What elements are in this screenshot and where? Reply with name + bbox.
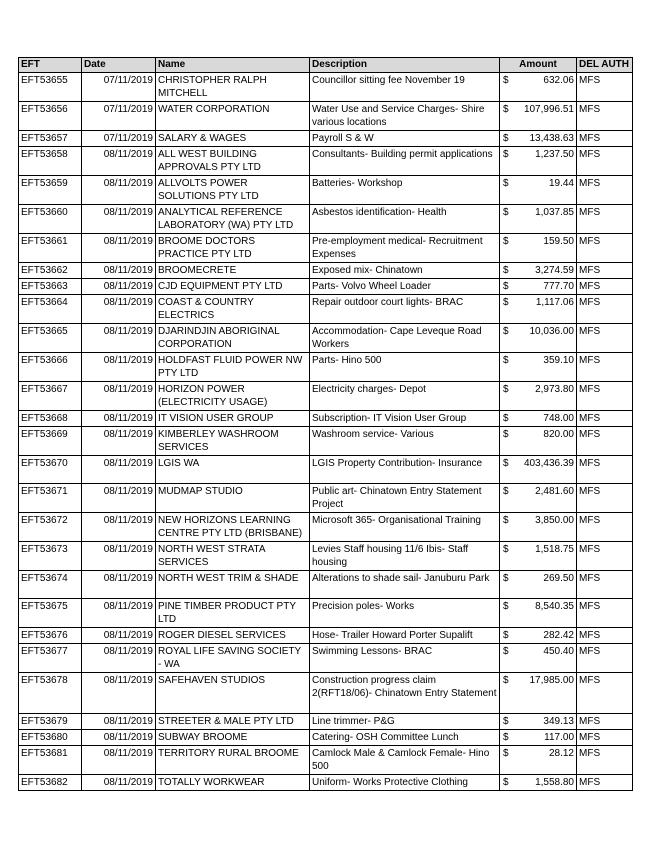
eft-cell: EFT53663: [19, 279, 82, 295]
description-cell: Public art- Chinatown Entry Statement Project: [310, 484, 500, 513]
date-cell: 08/11/2019: [82, 714, 156, 730]
amount-cell: [500, 775, 577, 791]
del-auth-cell: MFS: [577, 234, 633, 263]
del-auth-cell: MFS: [577, 382, 633, 411]
amount-cell: [500, 147, 577, 176]
del-auth-cell: MFS: [577, 484, 633, 513]
date-cell: 08/11/2019: [82, 382, 156, 411]
table-row: [19, 427, 633, 456]
amount-value: 450.40: [543, 646, 574, 657]
name-cell: PINE TIMBER PRODUCT PTY LTD: [156, 599, 310, 628]
description-cell: Uniform- Works Protective Clothing: [310, 775, 500, 791]
eft-cell: EFT53656: [19, 102, 82, 131]
eft-cell: EFT53657: [19, 131, 82, 147]
table-body: [19, 73, 633, 791]
description-cell: Payroll S & W: [310, 131, 500, 147]
table-row: [19, 234, 633, 263]
amount-cell: [500, 599, 577, 628]
table-row: [19, 644, 633, 673]
table-row: [19, 673, 633, 714]
description-cell: Construction progress claim 2(RFT18/06)- Chinatown Entry Statement: [310, 673, 500, 714]
description-cell: Pre-employment medical- Recruitment Expenses: [310, 234, 500, 263]
del-auth-cell: MFS: [577, 147, 633, 176]
table-row: [19, 131, 633, 147]
amount-cell: [500, 263, 577, 279]
eft-cell: EFT53677: [19, 644, 82, 673]
name-cell: ALL WEST BUILDING APPROVALS PTY LTD: [156, 147, 310, 176]
table-row: [19, 484, 633, 513]
del-auth-cell: MFS: [577, 673, 633, 714]
currency-symbol: $: [503, 265, 509, 276]
amount-cell: [500, 353, 577, 382]
table-row: [19, 382, 633, 411]
table-row: [19, 599, 633, 628]
currency-symbol: $: [503, 601, 509, 612]
table-row: [19, 411, 633, 427]
date-cell: 08/11/2019: [82, 571, 156, 599]
eft-cell: EFT53673: [19, 542, 82, 571]
amount-value: 3,274.59: [535, 265, 574, 276]
description-cell: Line trimmer- P&G: [310, 714, 500, 730]
amount-value: 1,037.85: [535, 207, 574, 218]
eft-cell: EFT53664: [19, 295, 82, 324]
name-cell: BROOME DOCTORS PRACTICE PTY LTD: [156, 234, 310, 263]
currency-symbol: $: [503, 716, 509, 727]
amount-cell: [500, 644, 577, 673]
name-cell: TERRITORY RURAL BROOME: [156, 746, 310, 775]
eft-cell: EFT53675: [19, 599, 82, 628]
amount-value: 10,036.00: [529, 326, 574, 337]
amount-cell: [500, 542, 577, 571]
amount-cell: [500, 382, 577, 411]
amount-cell: [500, 131, 577, 147]
amount-value: 349.13: [543, 716, 574, 727]
currency-symbol: $: [503, 384, 509, 395]
description-cell: Camlock Male & Camlock Female- Hino 500: [310, 746, 500, 775]
table-row: [19, 295, 633, 324]
currency-symbol: $: [503, 133, 509, 144]
name-cell: LGIS WA: [156, 456, 310, 484]
name-cell: CJD EQUIPMENT PTY LTD: [156, 279, 310, 295]
del-auth-cell: MFS: [577, 176, 633, 205]
eft-cell: EFT53667: [19, 382, 82, 411]
date-cell: 08/11/2019: [82, 644, 156, 673]
currency-symbol: $: [503, 544, 509, 555]
amount-cell: [500, 456, 577, 484]
name-cell: TOTALLY WORKWEAR: [156, 775, 310, 791]
eft-cell: EFT53674: [19, 571, 82, 599]
table-row: [19, 730, 633, 746]
table-row: [19, 279, 633, 295]
header-del-auth: DEL AUTH: [577, 58, 633, 73]
table-row: [19, 628, 633, 644]
date-cell: 08/11/2019: [82, 775, 156, 791]
amount-cell: [500, 730, 577, 746]
del-auth-cell: MFS: [577, 279, 633, 295]
amount-value: 13,438.63: [529, 133, 574, 144]
amount-cell: [500, 673, 577, 714]
name-cell: CHRISTOPHER RALPH MITCHELL: [156, 73, 310, 102]
name-cell: MUDMAP STUDIO: [156, 484, 310, 513]
description-cell: Electricity charges- Depot: [310, 382, 500, 411]
date-cell: 08/11/2019: [82, 513, 156, 542]
amount-cell: [500, 513, 577, 542]
header-name: Name: [156, 58, 310, 73]
amount-value: 17,985.00: [529, 675, 574, 686]
date-cell: 08/11/2019: [82, 730, 156, 746]
table-header-row: [19, 58, 633, 73]
del-auth-cell: MFS: [577, 295, 633, 324]
amount-cell: [500, 102, 577, 131]
amount-value: 107,996.51: [523, 104, 574, 115]
date-cell: 08/11/2019: [82, 746, 156, 775]
name-cell: SUBWAY BROOME: [156, 730, 310, 746]
description-cell: Microsoft 365- Organisational Training: [310, 513, 500, 542]
eft-cell: EFT53668: [19, 411, 82, 427]
amount-cell: [500, 746, 577, 775]
eft-cell: EFT53680: [19, 730, 82, 746]
name-cell: ALLVOLTS POWER SOLUTIONS PTY LTD: [156, 176, 310, 205]
header-eft: EFT: [19, 58, 82, 73]
table-row: [19, 324, 633, 353]
header-description: Description: [310, 58, 500, 73]
eft-cell: EFT53670: [19, 456, 82, 484]
table-row: [19, 775, 633, 791]
amount-value: 820.00: [543, 429, 574, 440]
name-cell: KIMBERLEY WASHROOM SERVICES: [156, 427, 310, 456]
description-cell: Levies Staff housing 11/6 Ibis- Staff housing: [310, 542, 500, 571]
currency-symbol: $: [503, 777, 509, 788]
table-row: [19, 571, 633, 599]
currency-symbol: $: [503, 297, 509, 308]
date-cell: 08/11/2019: [82, 484, 156, 513]
currency-symbol: $: [503, 281, 509, 292]
date-cell: 07/11/2019: [82, 102, 156, 131]
amount-cell: [500, 628, 577, 644]
name-cell: BROOMECRETE: [156, 263, 310, 279]
del-auth-cell: MFS: [577, 730, 633, 746]
name-cell: NORTH WEST STRATA SERVICES: [156, 542, 310, 571]
eft-cell: EFT53655: [19, 73, 82, 102]
amount-cell: [500, 279, 577, 295]
amount-cell: [500, 484, 577, 513]
eft-cell: EFT53676: [19, 628, 82, 644]
description-cell: Water Use and Service Charges- Shire various locations: [310, 102, 500, 131]
name-cell: SALARY & WAGES: [156, 131, 310, 147]
description-cell: Parts- Volvo Wheel Loader: [310, 279, 500, 295]
date-cell: 07/11/2019: [82, 73, 156, 102]
description-cell: Precision poles- Works: [310, 599, 500, 628]
amount-value: 19.44: [548, 178, 574, 189]
eft-cell: EFT53666: [19, 353, 82, 382]
amount-cell: [500, 205, 577, 234]
name-cell: SAFEHAVEN STUDIOS: [156, 673, 310, 714]
date-cell: 08/11/2019: [82, 176, 156, 205]
currency-symbol: $: [503, 149, 509, 160]
amount-cell: [500, 73, 577, 102]
name-cell: COAST & COUNTRY ELECTRICS: [156, 295, 310, 324]
amount-value: 159.50: [543, 236, 574, 247]
name-cell: NEW HORIZONS LEARNING CENTRE PTY LTD (BRISBANE): [156, 513, 310, 542]
del-auth-cell: MFS: [577, 542, 633, 571]
currency-symbol: $: [503, 646, 509, 657]
eft-cell: EFT53658: [19, 147, 82, 176]
description-cell: Exposed mix- Chinatown: [310, 263, 500, 279]
del-auth-cell: MFS: [577, 775, 633, 791]
amount-cell: [500, 295, 577, 324]
name-cell: NORTH WEST TRIM & SHADE: [156, 571, 310, 599]
date-cell: 08/11/2019: [82, 542, 156, 571]
amount-value: 1,117.06: [535, 297, 574, 308]
description-cell: Catering- OSH Committee Lunch: [310, 730, 500, 746]
description-cell: Councillor sitting fee November 19: [310, 73, 500, 102]
name-cell: STREETER & MALE PTY LTD: [156, 714, 310, 730]
amount-cell: [500, 411, 577, 427]
table-row: [19, 353, 633, 382]
del-auth-cell: MFS: [577, 353, 633, 382]
del-auth-cell: MFS: [577, 644, 633, 673]
table-row: [19, 714, 633, 730]
header-date: Date: [82, 58, 156, 73]
amount-value: 359.10: [543, 355, 574, 366]
table-row: [19, 746, 633, 775]
amount-cell: [500, 714, 577, 730]
description-cell: Batteries- Workshop: [310, 176, 500, 205]
name-cell: ANALYTICAL REFERENCE LABORATORY (WA) PTY LTD: [156, 205, 310, 234]
currency-symbol: $: [503, 675, 509, 686]
date-cell: 08/11/2019: [82, 263, 156, 279]
del-auth-cell: MFS: [577, 427, 633, 456]
eft-cell: EFT53679: [19, 714, 82, 730]
currency-symbol: $: [503, 732, 509, 743]
amount-value: 748.00: [543, 413, 574, 424]
description-cell: Consultants- Building permit applications: [310, 147, 500, 176]
amount-value: 1,237.50: [535, 149, 574, 160]
date-cell: 07/11/2019: [82, 131, 156, 147]
name-cell: DJARINDJIN ABORIGINAL CORPORATION: [156, 324, 310, 353]
name-cell: IT VISION USER GROUP: [156, 411, 310, 427]
amount-cell: [500, 176, 577, 205]
del-auth-cell: MFS: [577, 411, 633, 427]
date-cell: 08/11/2019: [82, 205, 156, 234]
table-row: [19, 513, 633, 542]
table-row: [19, 542, 633, 571]
currency-symbol: $: [503, 486, 509, 497]
eft-cell: EFT53678: [19, 673, 82, 714]
currency-symbol: $: [503, 573, 509, 584]
name-cell: HORIZON POWER (ELECTRICITY USAGE): [156, 382, 310, 411]
description-cell: Swimming Lessons- BRAC: [310, 644, 500, 673]
table-row: [19, 263, 633, 279]
amount-value: 8,540.35: [535, 601, 574, 612]
amount-cell: [500, 427, 577, 456]
currency-symbol: $: [503, 178, 509, 189]
currency-symbol: $: [503, 104, 509, 115]
del-auth-cell: MFS: [577, 324, 633, 353]
description-cell: Asbestos identification- Health: [310, 205, 500, 234]
amount-value: 2,481.60: [535, 486, 574, 497]
currency-symbol: $: [503, 326, 509, 337]
amount-value: 632.06: [543, 75, 574, 86]
eft-cell: EFT53672: [19, 513, 82, 542]
description-cell: Repair outdoor court lights- BRAC: [310, 295, 500, 324]
eft-cell: EFT53669: [19, 427, 82, 456]
name-cell: ROYAL LIFE SAVING SOCIETY - WA: [156, 644, 310, 673]
description-cell: Alterations to shade sail- Januburu Park: [310, 571, 500, 599]
amount-value: 1,558.80: [535, 777, 574, 788]
date-cell: 08/11/2019: [82, 411, 156, 427]
del-auth-cell: MFS: [577, 456, 633, 484]
description-cell: Subscription- IT Vision User Group: [310, 411, 500, 427]
amount-value: 28.12: [548, 748, 574, 759]
date-cell: 08/11/2019: [82, 673, 156, 714]
del-auth-cell: MFS: [577, 131, 633, 147]
date-cell: 08/11/2019: [82, 295, 156, 324]
description-cell: Accommodation- Cape Leveque Road Workers: [310, 324, 500, 353]
eft-cell: EFT53681: [19, 746, 82, 775]
table-row: [19, 102, 633, 131]
date-cell: 08/11/2019: [82, 324, 156, 353]
eft-cell: EFT53662: [19, 263, 82, 279]
description-cell: Hose- Trailer Howard Porter Supalift: [310, 628, 500, 644]
currency-symbol: $: [503, 458, 509, 469]
eft-cell: EFT53665: [19, 324, 82, 353]
currency-symbol: $: [503, 748, 509, 759]
table-row: [19, 73, 633, 102]
eft-cell: EFT53671: [19, 484, 82, 513]
del-auth-cell: MFS: [577, 571, 633, 599]
description-cell: Parts- Hino 500: [310, 353, 500, 382]
amount-value: 3,850.00: [535, 515, 574, 526]
table-row: [19, 456, 633, 484]
eft-cell: EFT53660: [19, 205, 82, 234]
del-auth-cell: MFS: [577, 205, 633, 234]
name-cell: WATER CORPORATION: [156, 102, 310, 131]
currency-symbol: $: [503, 236, 509, 247]
date-cell: 08/11/2019: [82, 456, 156, 484]
del-auth-cell: MFS: [577, 746, 633, 775]
currency-symbol: $: [503, 413, 509, 424]
payments-table: [18, 57, 633, 791]
currency-symbol: $: [503, 515, 509, 526]
date-cell: 08/11/2019: [82, 353, 156, 382]
currency-symbol: $: [503, 355, 509, 366]
del-auth-cell: MFS: [577, 73, 633, 102]
description-cell: LGIS Property Contribution- Insurance: [310, 456, 500, 484]
amount-value: 1,518.75: [535, 544, 574, 555]
del-auth-cell: MFS: [577, 102, 633, 131]
date-cell: 08/11/2019: [82, 427, 156, 456]
currency-symbol: $: [503, 207, 509, 218]
amount-value: 2,973.80: [535, 384, 574, 395]
eft-cell: EFT53682: [19, 775, 82, 791]
del-auth-cell: MFS: [577, 599, 633, 628]
eft-cell: EFT53661: [19, 234, 82, 263]
amount-value: 282.42: [543, 630, 574, 641]
del-auth-cell: MFS: [577, 714, 633, 730]
amount-cell: [500, 234, 577, 263]
del-auth-cell: MFS: [577, 513, 633, 542]
table-row: [19, 176, 633, 205]
date-cell: 08/11/2019: [82, 234, 156, 263]
table-row: [19, 147, 633, 176]
date-cell: 08/11/2019: [82, 599, 156, 628]
header-amount: Amount: [500, 58, 577, 73]
amount-value: 269.50: [543, 573, 574, 584]
amount-value: 777.70: [543, 281, 574, 292]
currency-symbol: $: [503, 630, 509, 641]
date-cell: 08/11/2019: [82, 279, 156, 295]
currency-symbol: $: [503, 429, 509, 440]
amount-value: 117.00: [544, 732, 574, 743]
amount-cell: [500, 324, 577, 353]
date-cell: 08/11/2019: [82, 147, 156, 176]
date-cell: 08/11/2019: [82, 628, 156, 644]
del-auth-cell: MFS: [577, 628, 633, 644]
name-cell: HOLDFAST FLUID POWER NW PTY LTD: [156, 353, 310, 382]
amount-cell: [500, 571, 577, 599]
name-cell: ROGER DIESEL SERVICES: [156, 628, 310, 644]
amount-value: 403,436.39: [523, 458, 574, 469]
del-auth-cell: MFS: [577, 263, 633, 279]
currency-symbol: $: [503, 75, 509, 86]
table-row: [19, 205, 633, 234]
eft-cell: EFT53659: [19, 176, 82, 205]
description-cell: Washroom service- Various: [310, 427, 500, 456]
